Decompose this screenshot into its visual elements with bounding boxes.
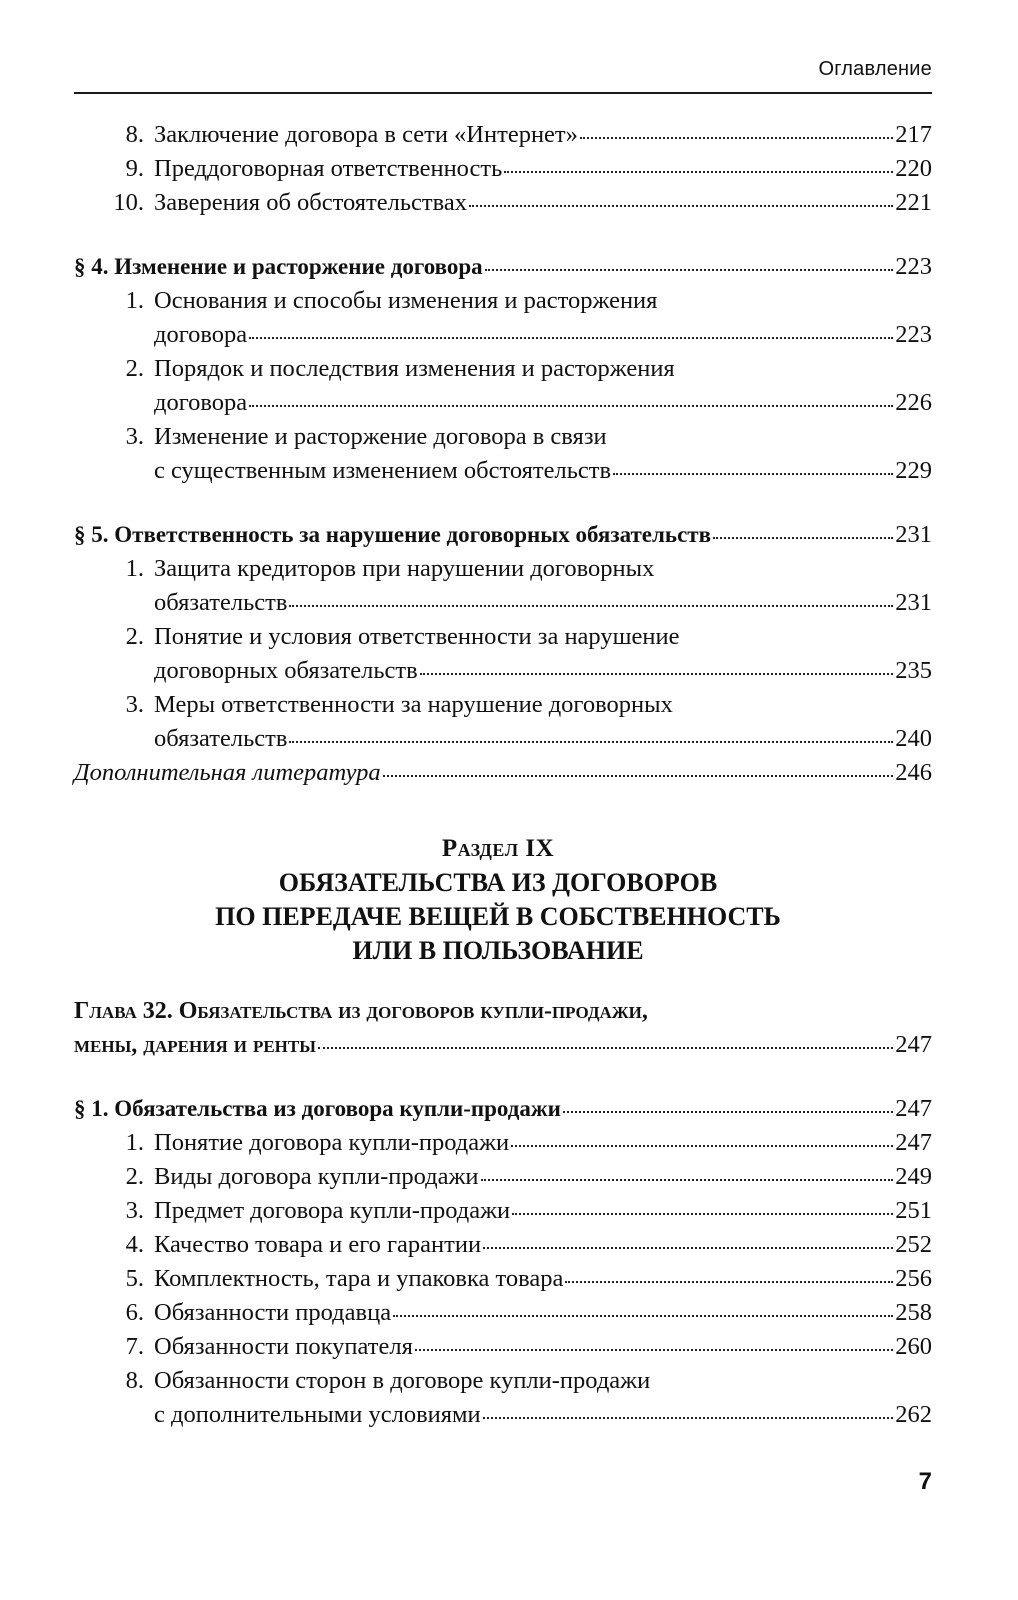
dot-leader: [613, 473, 893, 475]
entry-number: 6.: [125, 1299, 144, 1326]
entry-title-continued: обязательств: [154, 725, 288, 752]
toc-entry: [74, 552, 932, 586]
entry-page: 247: [895, 1129, 932, 1156]
entry-title: Предмет договора купли-продажи: [154, 1197, 511, 1224]
entry-page: 240: [895, 725, 932, 752]
toc-entry: [74, 284, 932, 318]
entry-number: 3.: [125, 691, 144, 718]
toc-entry: [74, 352, 932, 386]
entry-title: Понятие и условия ответственности за нарушение: [154, 623, 680, 650]
toc-entry: [74, 1160, 932, 1194]
entry-number: 7.: [125, 1333, 144, 1360]
entry-number: 3.: [125, 423, 144, 450]
entry-page: 221: [895, 189, 932, 216]
chapter-heading: [74, 994, 932, 1028]
entry-page: 235: [895, 657, 932, 684]
dot-leader: [415, 1349, 893, 1351]
entry-page: 220: [895, 155, 932, 182]
dot-leader: [469, 205, 893, 207]
entry-title: Порядок и последствия изменения и расторжения: [154, 355, 675, 382]
entry-page: 251: [895, 1197, 932, 1224]
entry-title: Основания и способы изменения и расторжения: [154, 287, 658, 314]
entry-title: Комплектность, тара и упаковка товара: [154, 1265, 564, 1292]
entry-number: 2.: [125, 1163, 144, 1190]
entry-title-continued: договора: [154, 389, 248, 416]
entry-number: 4.: [125, 1231, 144, 1258]
section-page: 231: [895, 521, 932, 548]
entry-number: 10.: [113, 189, 144, 216]
chapter-heading-continuation: [74, 1028, 932, 1062]
chapter-page: 247: [895, 1031, 932, 1058]
dot-leader: [383, 775, 894, 777]
entry-title: Меры ответственности за нарушение договорных: [154, 691, 673, 718]
toc-entry: [74, 1330, 932, 1364]
dot-leader: [563, 1111, 893, 1113]
entry-page: 252: [895, 1231, 932, 1258]
running-head: [74, 50, 932, 94]
literature-entry: [74, 756, 932, 790]
chapter-title-continued: мены, дарения и ренты: [74, 1032, 316, 1058]
entry-page: 226: [895, 389, 932, 416]
dot-leader: [485, 269, 894, 271]
toc-entry-continuation: [74, 1398, 932, 1432]
toc-entry: [74, 1194, 932, 1228]
toc-entry-continuation: [74, 386, 932, 420]
entry-title: Защита кредиторов при нарушении договорных: [154, 555, 655, 582]
entry-title-continued: с существенным изменением обстоятельств: [154, 457, 612, 484]
entry-title: Заключение договора в сети «Интернет»: [154, 121, 578, 148]
entry-page: 223: [895, 321, 932, 348]
toc-entry: [74, 152, 932, 186]
section-page: 247: [895, 1095, 932, 1122]
chapter-title: Глава 32. Обязательства из договоров купли-продажи,: [74, 998, 648, 1024]
entry-title: Виды договора купли-продажи: [154, 1163, 479, 1190]
entry-number: 5.: [125, 1265, 144, 1292]
entry-number: 1.: [125, 555, 144, 582]
dot-leader: [393, 1315, 893, 1317]
entry-number: 1.: [125, 1129, 144, 1156]
entry-title: Обязанности сторон в договоре купли-продажи: [154, 1367, 651, 1394]
toc-entry: [74, 1228, 932, 1262]
page-number: 7: [918, 1468, 932, 1495]
dot-leader: [289, 741, 893, 743]
entry-page: 262: [895, 1401, 932, 1428]
dot-leader: [565, 1281, 893, 1283]
toc-entry-continuation: [74, 722, 932, 756]
entry-page: 260: [895, 1333, 932, 1360]
toc-entry: [74, 186, 932, 220]
dot-leader: [249, 337, 893, 339]
literature-title: Дополнительная литература: [74, 759, 381, 786]
entry-page: 258: [895, 1299, 932, 1326]
dot-leader: [483, 1417, 894, 1419]
part-title-line: ИЛИ В ПОЛЬЗОВАНИЕ: [352, 936, 644, 965]
section-heading: [74, 1092, 932, 1126]
entry-number: 9.: [125, 155, 144, 182]
entry-title-continued: договорных обязательств: [154, 657, 418, 684]
dot-leader: [483, 1247, 893, 1249]
literature-page: 246: [895, 759, 932, 786]
toc-entry-continuation: [74, 586, 932, 620]
dot-leader: [420, 673, 894, 675]
dot-leader: [504, 171, 893, 173]
section-heading: [74, 250, 932, 284]
entry-title: Преддоговорная ответственность: [154, 155, 503, 182]
toc-entry-continuation: [74, 318, 932, 352]
toc-entry-continuation: [74, 654, 932, 688]
entry-title: Качество товара и его гарантии: [154, 1231, 482, 1258]
entry-title: Обязанности продавца: [154, 1299, 392, 1326]
toc-entry: [74, 420, 932, 454]
dot-leader: [512, 1213, 893, 1215]
entry-number: 1.: [125, 287, 144, 314]
part-label: Раздел IX: [441, 835, 555, 862]
toc-entry: [74, 1296, 932, 1330]
section-heading: [74, 518, 932, 552]
section-title: § 5. Ответственность за нарушение договорных обязательств: [74, 522, 711, 547]
entry-title: Заверения об обстоятельствах: [154, 189, 467, 216]
toc-entry: [74, 1262, 932, 1296]
part-heading: [64, 832, 932, 968]
entry-number: 3.: [125, 1197, 144, 1224]
dot-leader: [289, 605, 893, 607]
dot-leader: [713, 537, 893, 539]
toc-entry-continuation: [74, 454, 932, 488]
dot-leader: [249, 405, 893, 407]
toc-entry: [74, 1364, 932, 1398]
toc-entry: [74, 620, 932, 654]
entry-number: 8.: [125, 121, 144, 148]
part-title-line: ОБЯЗАТЕЛЬСТВА ИЗ ДОГОВОРОВ: [278, 868, 718, 897]
section-title: § 1. Обязательства из договора купли-продажи: [74, 1096, 561, 1121]
entry-page: 231: [895, 589, 932, 616]
entry-page: 249: [895, 1163, 932, 1190]
toc-entry: [74, 688, 932, 722]
entry-number: 8.: [125, 1367, 144, 1394]
entry-title-continued: договора: [154, 321, 248, 348]
entry-title: Изменение и расторжение договора в связи: [154, 423, 607, 450]
part-title-line: ПО ПЕРЕДАЧЕ ВЕЩЕЙ В СОБСТВЕННОСТЬ: [215, 902, 781, 931]
dot-leader: [580, 137, 893, 139]
entry-title-continued: с дополнительными условиями: [154, 1401, 481, 1428]
entry-title: Обязанности покупателя: [154, 1333, 413, 1360]
running-head-label: Оглавление: [818, 58, 932, 80]
entry-page: 229: [895, 457, 932, 484]
toc-entry: [74, 1126, 932, 1160]
section-title: § 4. Изменение и расторжение договора: [74, 254, 483, 279]
dot-leader: [318, 1047, 893, 1049]
entry-title-continued: обязательств: [154, 589, 288, 616]
dot-leader: [481, 1179, 894, 1181]
entry-title: Понятие договора купли-продажи: [154, 1129, 510, 1156]
section-page: 223: [895, 253, 932, 280]
entry-page: 256: [895, 1265, 932, 1292]
entry-number: 2.: [125, 623, 144, 650]
entry-page: 217: [895, 121, 932, 148]
toc-entry: [74, 118, 932, 152]
dot-leader: [511, 1145, 893, 1147]
entry-number: 2.: [125, 355, 144, 382]
table-of-contents: [74, 118, 932, 1432]
